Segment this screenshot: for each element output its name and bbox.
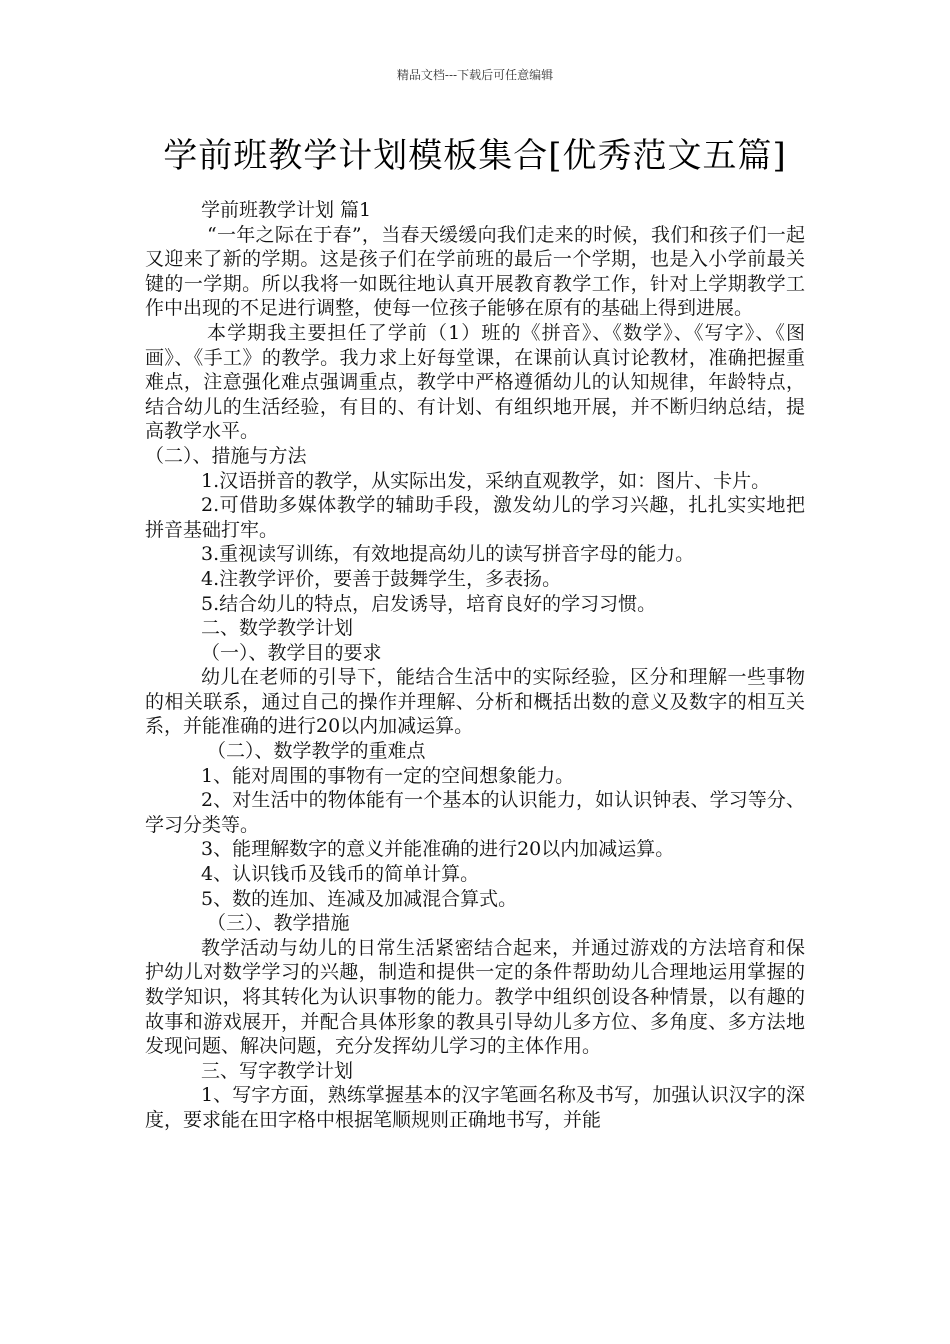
section-heading: （二）、数学教学的重难点: [207, 740, 426, 763]
section-heading: （三）、教学措施: [207, 912, 350, 935]
section-heading: （二）、措施与方法: [145, 444, 307, 467]
paragraph: 1、写字方面，熟练掌握基本的汉字笔画名称及书写，加强认识汉字的深度，要求能在田字格中根据笔顺规则正确地书写，并能: [145, 1084, 805, 1131]
document-body: [145, 198, 805, 1133]
paragraph: 幼儿在老师的引导下，能结合生活中的实际经验，区分和理解一些事物的相关联系，通过自己的操作并理解、分析和概括出数的意义及数字的相互关系，并能准确的进行20以内加减运算。: [145, 666, 805, 738]
list-item: 2、对生活中的物体能有一个基本的认识能力，如认识钟表、学习等分、学习分类等。: [145, 789, 805, 836]
section-heading: 二、数学教学计划: [201, 617, 354, 640]
document-title: 学前班教学计划模板集合[优秀范文五篇]: [163, 136, 787, 176]
list-item: 5.结合幼儿的特点，启发诱导，培育良好的学习习惯。: [201, 592, 657, 615]
section-heading: 学前班教学计划 篇1: [201, 199, 372, 221]
paragraph: 本学期我主要担任了学前（1）班的《拼音》、《数学》、《写字》、《图画》、《手工》的教学。我力求上好每堂课，在课前认真讨论教材，准确把握重难点，注意强化难点强调重点，教学中严格遵循幼儿的认知规律，年龄特点，结合幼儿的生活经验，有目的、有计划、有组织地开展，并不断归纳总结，提高教学水平。: [145, 321, 805, 443]
list-item: 4.注教学评价，要善于鼓舞学生，多表扬。: [201, 567, 562, 590]
page-header: 精品文档---下载后可任意编辑: [396, 68, 554, 82]
paragraph: “一年之际在于春”，当春天缓缓向我们走来的时候，我们和孩子们一起又迎来了新的学期。这是孩子们在学前班的最后一个学期，也是入小学前最关键的一学期。所以我将一如既往地认真开展教育教学工作，针对上学期教学工作中出现的不足进行调整，使每一位孩子能够在原有的基础上得到进展。: [145, 223, 805, 320]
list-item: 1、能对周围的事物有一定的空间想象能力。: [201, 764, 575, 787]
section-heading: 三、写字教学计划: [201, 1059, 354, 1082]
list-item: 5、数的连加、连减及加减混合算式。: [201, 887, 518, 910]
list-item: 1.汉语拼音的教学，从实际出发，采纳直观教学，如：图片、卡片。: [201, 469, 771, 492]
list-item: 3.重视读写训练，有效地提高幼儿的读写拼音字母的能力。: [201, 543, 695, 566]
list-item: 2.可借助多媒体教学的辅助手段，激发幼儿的学习兴趣，扎扎实实地把拼音基础打牢。: [145, 494, 805, 541]
list-item: 3、能理解数字的意义并能准确的进行20以内加减运算。: [201, 838, 675, 861]
paragraph: 教学活动与幼儿的日常生活紧密结合起来，并通过游戏的方法培育和保护幼儿对数学学习的兴趣，制造和提供一定的条件帮助幼儿合理地运用掌握的数学知识，将其转化为认识事物的能力。教学中组织创设各种情景，以有趣的故事和游戏展开，并配合具体形象的教具引导幼儿多方位、多角度、多方法地发现问题、解决问题，充分发挥幼儿学习的主体作用。: [145, 936, 805, 1058]
section-heading: （一）、教学目的要求: [201, 641, 382, 664]
list-item: 4、认识钱币及钱币的简单计算。: [201, 863, 480, 886]
